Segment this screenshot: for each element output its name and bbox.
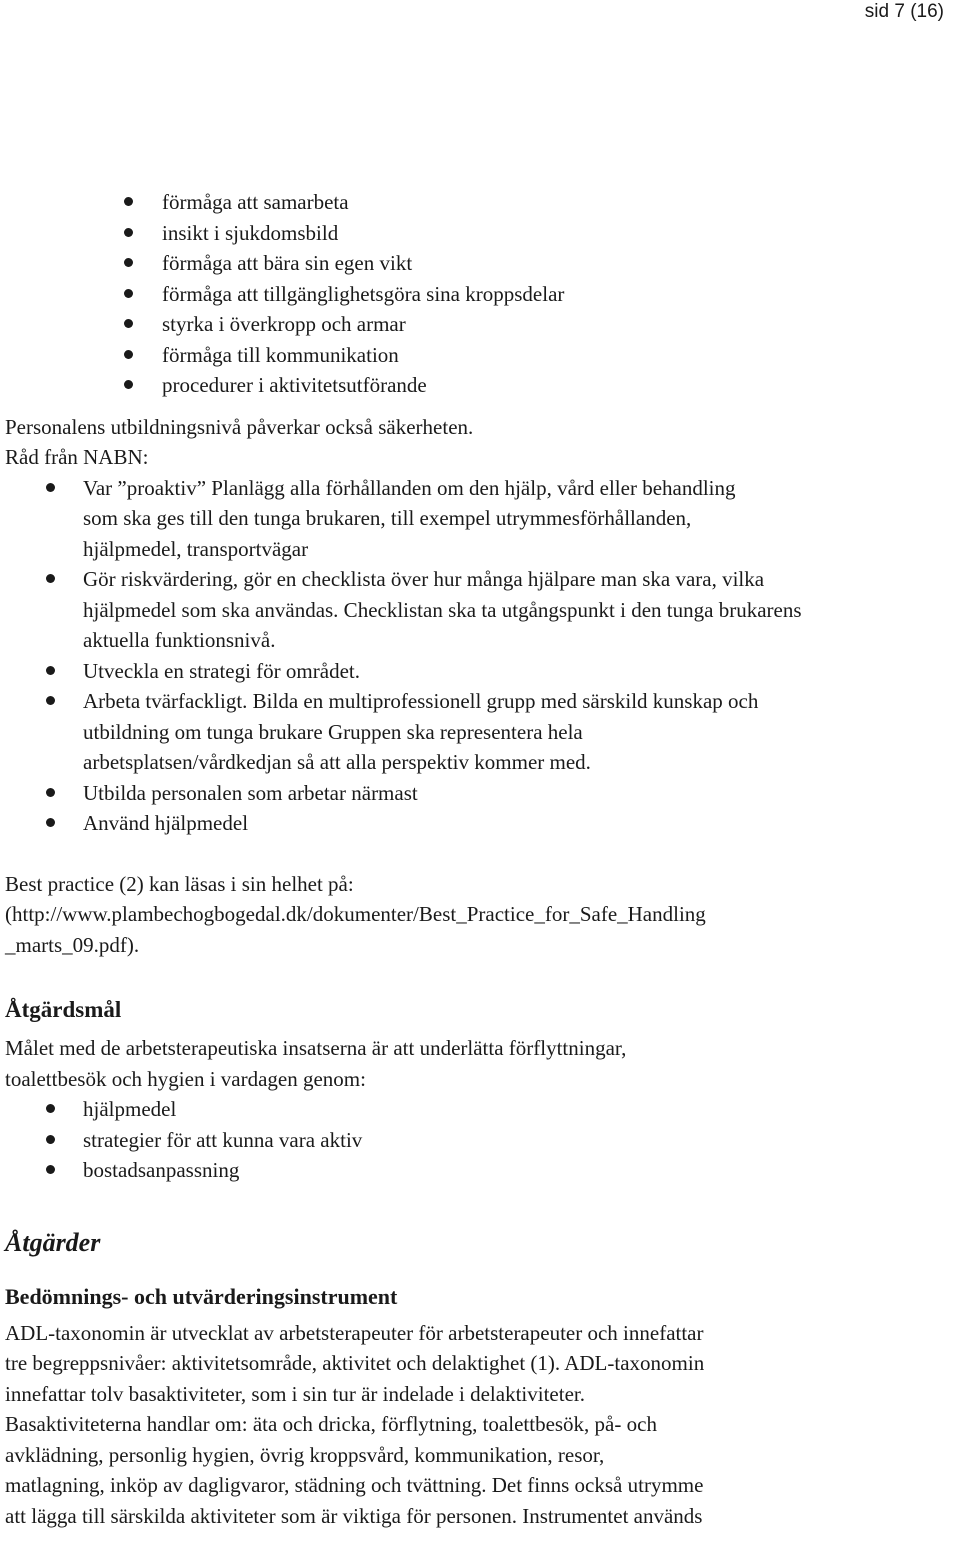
- list-item: bostadsanpassning: [5, 1155, 960, 1186]
- adl-line: att lägga till särskilda aktiviteter som är viktiga för personen. Instrumentet används: [5, 1503, 703, 1528]
- list-item: Utbilda personalen som arbetar närmast: [5, 778, 960, 809]
- best-practice-url: (http://www.plambechogbogedal.dk/dokumenter/Best_Practice_for_Safe_Handling: [5, 902, 706, 926]
- list-item: Var ”proaktiv” Planlägg alla förhållanden om den hjälp, vård eller behandling som ska ges till den tunga brukaren, till exempel utrymmesförhållanden, hjälpmedel, transportvägar: [5, 473, 741, 565]
- adl-line: innefattar tolv basaktiviteter, som i sin tur är indelade i delaktiviteter.: [5, 1381, 585, 1406]
- list-item: procedurer i aktivitetsutförande: [5, 370, 960, 401]
- abilities-list: [5, 187, 960, 401]
- staff-paragraph: Personalens utbildningsnivå påverkar också säkerheten.: [5, 414, 474, 439]
- list-item: förmåga att bära sin egen vikt: [5, 248, 960, 279]
- list-item: förmåga till kommunikation: [5, 340, 960, 371]
- nabn-title: Råd från NABN:: [5, 445, 149, 469]
- adl-line: ADL-taxonomin är utvecklat av arbetsterapeuter för arbetsterapeuter och innefattar: [5, 1320, 704, 1345]
- best-practice-line: Best practice (2) kan läsas i sin helhet på:: [5, 871, 354, 896]
- list-item: Utveckla en strategi för området.: [5, 656, 960, 687]
- document-body: [5, 187, 960, 1531]
- adl-line: matlagning, inköp av dagligvaror, städning och tvättning. Det finns också utrymme: [5, 1473, 704, 1497]
- list-item: hjälpmedel: [5, 1094, 960, 1125]
- list-item: Arbeta tvärfackligt. Bilda en multiprofessionell grupp med särskild kunskap och utbildning om tunga brukare Gruppen ska representera hela arbetsplatsen/vårdkedjan så att alla perspektiv kommer med.: [5, 686, 783, 778]
- list-item: Gör riskvärdering, gör en checklista över hur många hjälpare man ska vara, vilka hjälpmedel som ska användas. Checklistan ska ta utgångspunkt i den tunga brukarens aktuella funktionsnivå.: [5, 564, 811, 656]
- list-item: förmåga att samarbeta: [5, 187, 960, 218]
- heading-instruments: Bedömnings- och utvärderingsinstrument: [5, 1283, 398, 1309]
- list-item: Använd hjälpmedel: [5, 808, 960, 839]
- list-item: styrka i överkropp och armar: [5, 309, 960, 340]
- best-practice-url-end: _marts_09.pdf).: [5, 932, 140, 957]
- list-item: insikt i sjukdomsbild: [5, 218, 960, 249]
- heading-actions: Åtgärder: [5, 1227, 101, 1257]
- heading-goal: Åtgärdsmål: [5, 997, 122, 1022]
- nabn-advice-list: [5, 473, 960, 839]
- goal-list: [5, 1094, 960, 1186]
- goal-paragraph: Målet med de arbetsterapeutiska insatserna är att underlätta förflyttningar,: [5, 1036, 627, 1060]
- goal-paragraph-cont: toalettbesök och hygien i vardagen genom:: [5, 1066, 366, 1091]
- list-item: förmåga att tillgänglighetsgöra sina kroppsdelar: [5, 279, 960, 310]
- adl-line: Basaktiviteterna handlar om: äta och dricka, förflytning, toalettbesök, på- och: [5, 1412, 657, 1436]
- page-number: sid 7 (16): [864, 1, 944, 22]
- adl-line: tre begreppsnivåer: aktivitetsområde, aktivitet och delaktighet (1). ADL-taxonomin: [5, 1351, 705, 1375]
- adl-line: avklädning, personlig hygien, övrig kroppsvård, kommunikation, resor,: [5, 1442, 605, 1467]
- list-item: strategier för att kunna vara aktiv: [5, 1125, 960, 1156]
